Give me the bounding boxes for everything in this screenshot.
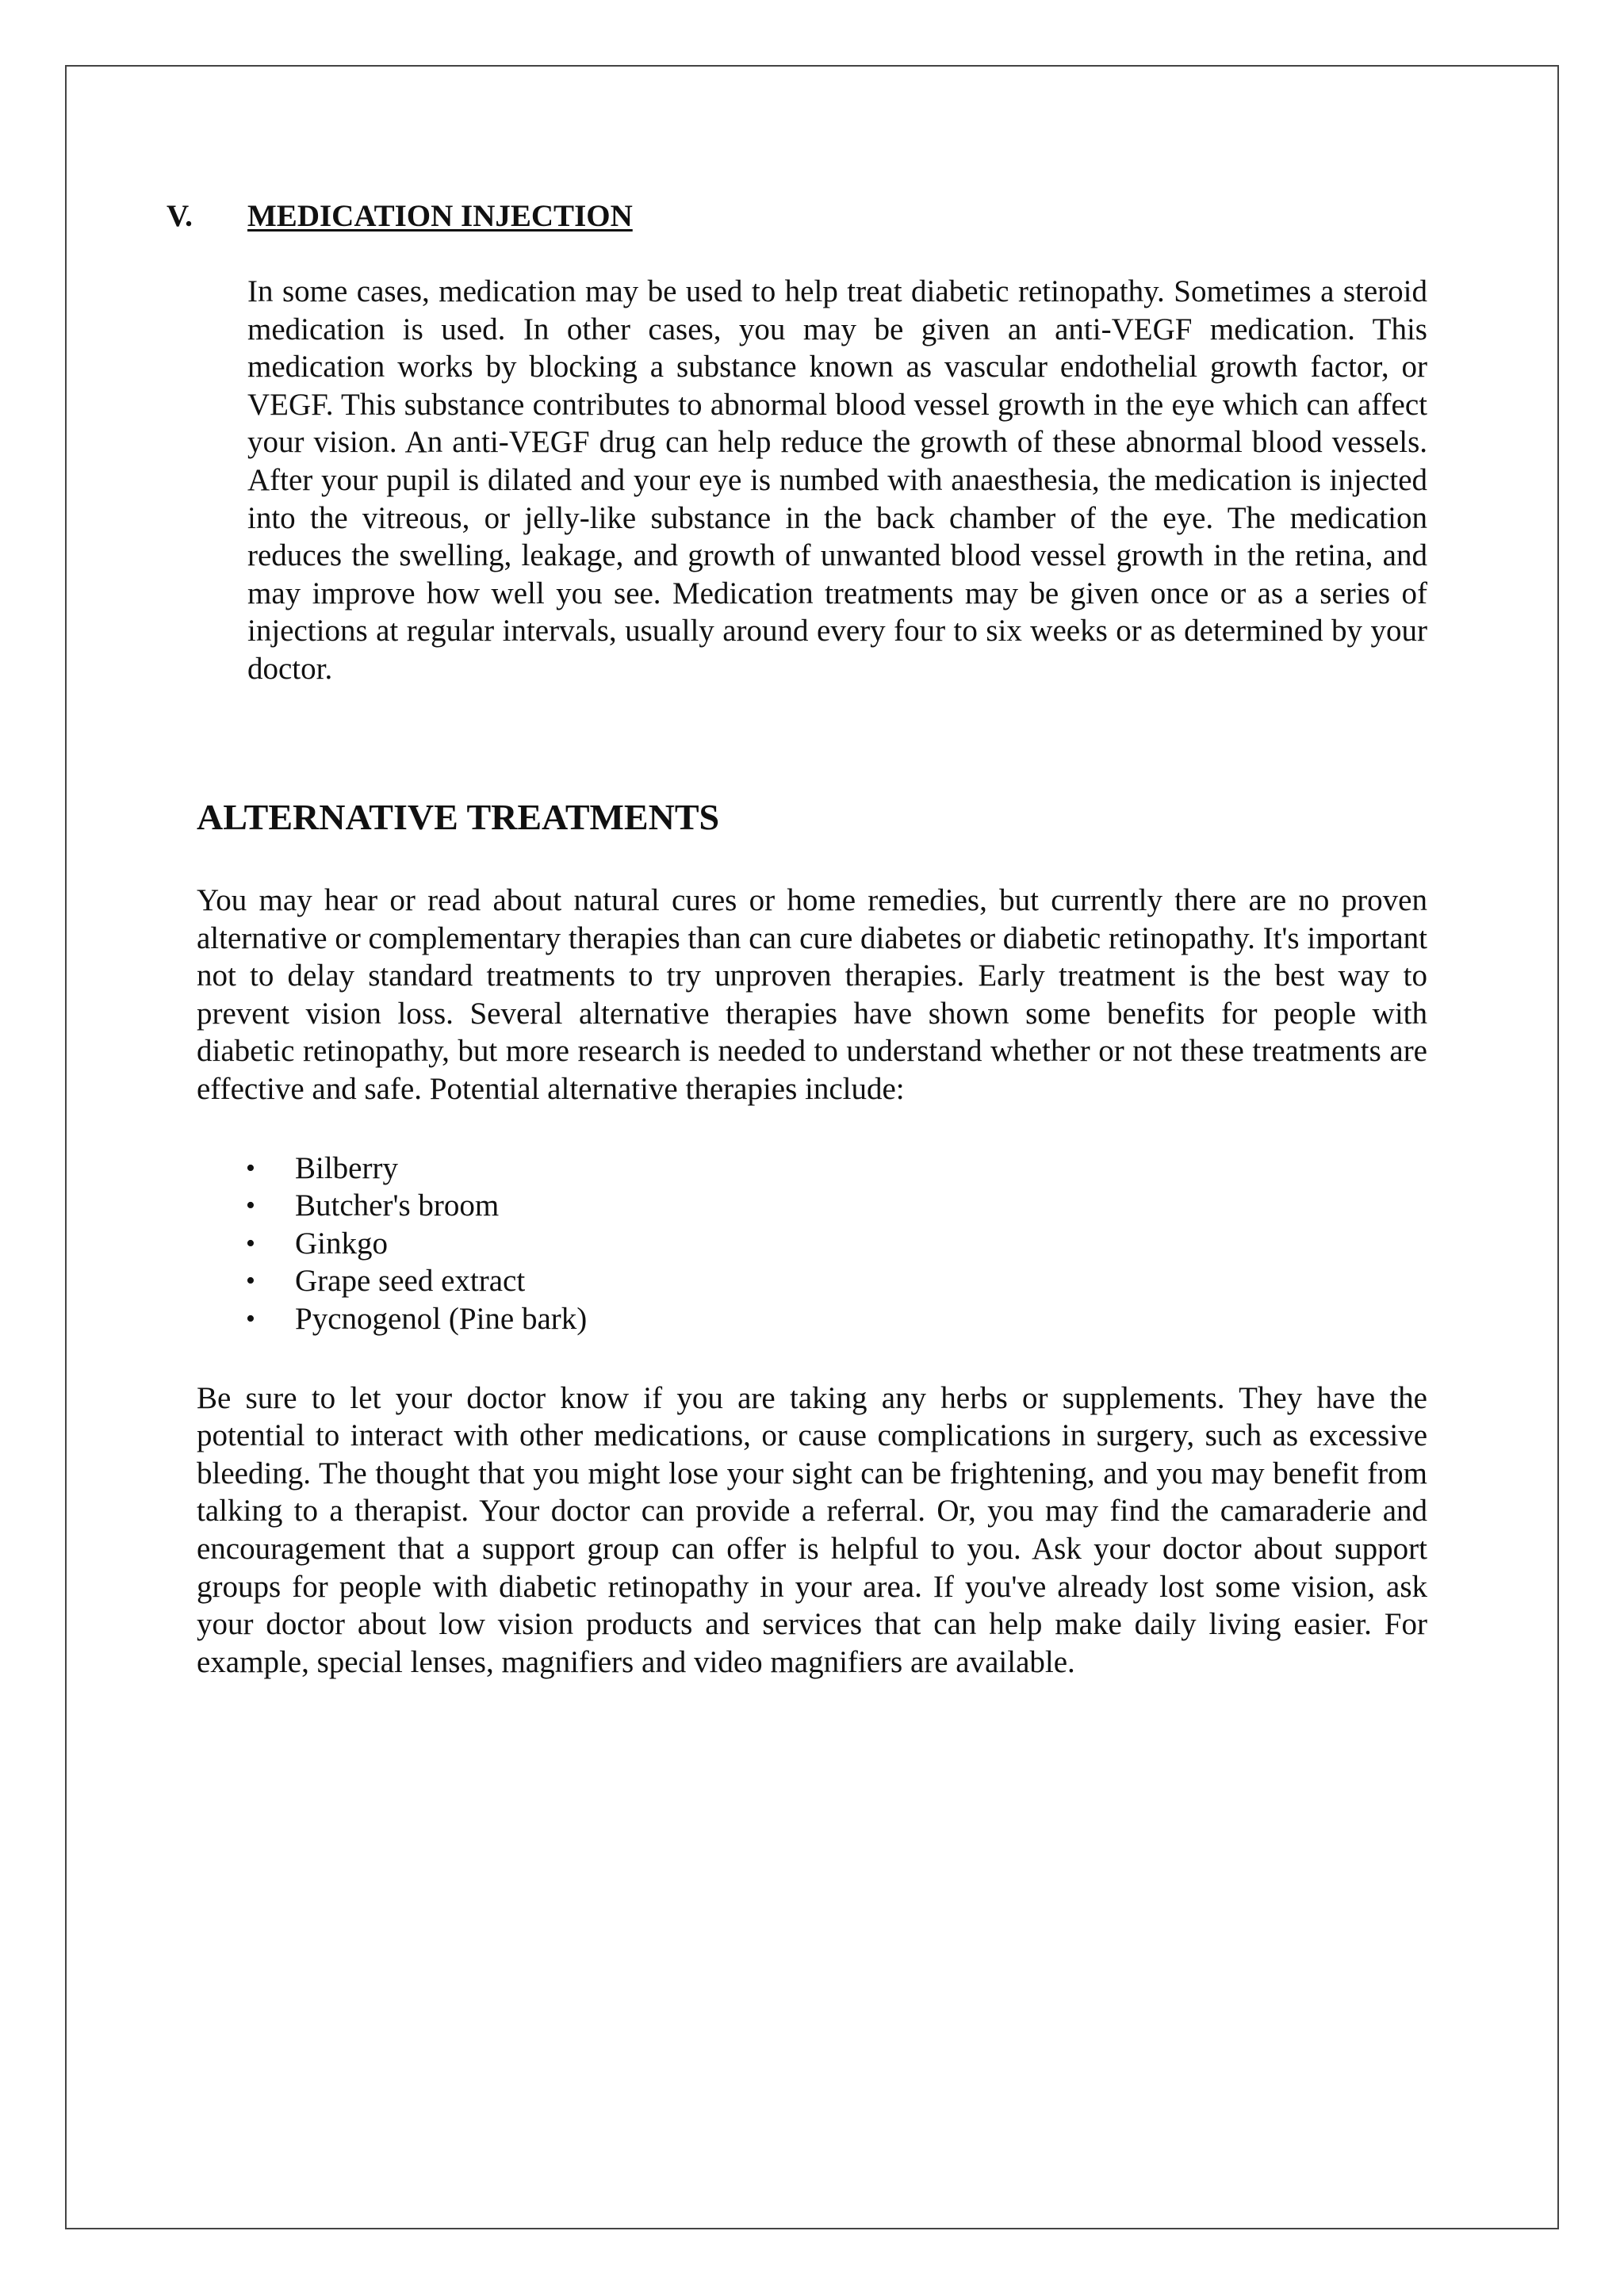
- section-heading: [167, 198, 1427, 235]
- therapies-list: [197, 1150, 1427, 1338]
- medication-injection-paragraph: In some cases, medication may be used to help treat diabetic retinopathy. Sometimes a steroid medication is used. In other cases, you may be given an anti-VEGF medication. This medication works by blocking a substance known as vascular endothelial growth factor, or VEGF. This substance contributes to abnormal blood vessel growth in the eye which can affect your vision. An anti-VEGF drug can help reduce the growth of these abnormal blood vessels. After your pupil is dilated and your eye is numbed with anaesthesia, the medication is injected into the vitreous, or jelly-like substance in the back chamber of the eye. The medication reduces the swelling, leakage, and growth of unwanted blood vessel growth in the retina, and may improve how well you see. Medication treatments may be given once or as a series of injections at regular intervals, usually around every four to six weeks or as determined by your doctor.: [247, 274, 1427, 686]
- bullet-icon: •: [246, 1228, 255, 1258]
- bullet-icon: •: [246, 1153, 255, 1183]
- list-item-label: Pycnogenol (Pine bark): [295, 1301, 588, 1336]
- list-item: [197, 1225, 1427, 1263]
- list-item: [197, 1150, 1427, 1188]
- list-item-label: Butcher's broom: [295, 1188, 500, 1223]
- section-number: V.: [167, 199, 193, 233]
- list-item-label: Grape seed extract: [295, 1264, 526, 1299]
- list-item: [197, 1262, 1427, 1300]
- section-alternative-treatments: [197, 794, 1427, 1681]
- alternative-treatments-heading: ALTERNATIVE TREATMENTS: [197, 797, 720, 837]
- bullet-icon: •: [246, 1191, 255, 1221]
- list-item-label: Bilberry: [295, 1150, 398, 1185]
- alternative-closing-paragraph: Be sure to let your doctor know if you are taking any herbs or supplements. They have the potential to interact with other medications, or cause complications in surgery, such as excessive bleeding. The thought that you might lose your sight can be frightening, and you may benefit from talking to a therapist. Your doctor can provide a referral. Or, you may find the camaraderie and encouragement that a support group can offer is helpful to you. Ask your doctor about support groups for people with diabetic retinopathy in your area. If you've already lost some vision, ask your doctor about low vision products and services that can help make daily living easier. For example, special lenses, magnifiers and video magnifiers are available.: [197, 1380, 1427, 1679]
- list-item: [197, 1300, 1427, 1338]
- bullet-icon: •: [246, 1266, 255, 1296]
- section-medication-injection: [167, 198, 1427, 688]
- bullet-icon: •: [246, 1303, 255, 1334]
- list-item-label: Ginkgo: [295, 1226, 388, 1261]
- section-title: MEDICATION INJECTION: [247, 199, 633, 233]
- list-item: [197, 1187, 1427, 1225]
- alternative-intro-paragraph: You may hear or read about natural cures or home remedies, but currently there are no proven alternative or complementary therapies than can cure diabetes or diabetic retinopathy. It's important not to delay standard treatments to try unproven therapies. Early treatment is the best way to prevent vision loss. Several alternative therapies have shown some benefits for people with diabetic retinopathy, but more research is needed to understand whether or not these treatments are effective and safe. Potential alternative therapies include:: [197, 883, 1427, 1106]
